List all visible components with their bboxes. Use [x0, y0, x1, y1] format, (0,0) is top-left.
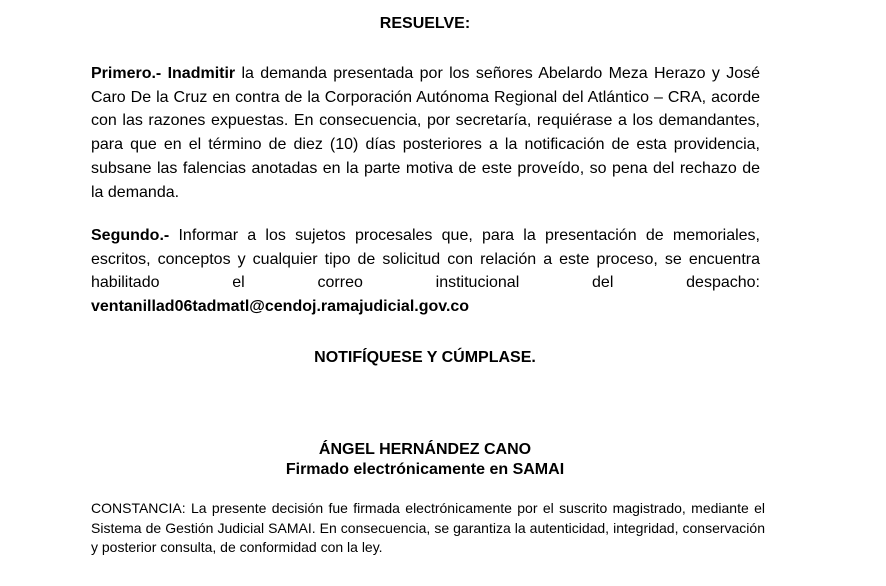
segundo-text: Informar a los sujetos procesales que, para la presentación de memoriales, escritos, conceptos y cualquier tipo de solicitud con relación a este proceso, se encuentra habilitado el correo institucional del despacho: [91, 227, 761, 292]
primero-label: Primero.- [91, 65, 162, 82]
segundo-label: Segundo.- [91, 227, 170, 244]
signature-block [0, 440, 850, 480]
primero-paragraph [91, 62, 760, 204]
signer-name: ÁNGEL HERNÁNDEZ CANO [318, 441, 532, 458]
constancia-note: CONSTANCIA: La presente decisión fue firmada electrónicamente por el suscrito magistrado, mediante el Sistema de Gestión Judicial SAMAI. En consecuencia, se garantiza la autenticidad, integridad, conservación y posterior consulta, de conformidad con la ley. [91, 500, 765, 555]
primero-text: la demanda presentada por los señores Abelardo Meza Herazo y José Caro De la Cruz en contra de la Corporación Autónoma Regional del Atlántico – CRA, acorde con las razones expuestas. En consecuencia, por secretaría, requiérase a los demandantes, para que en el término de diez (10) días posteriores a la notificación de esta providencia, subsane las falencias anotadas en la parte motiva de este proveído, so pena del rechazo de la demanda. [91, 65, 761, 201]
primero-action: Inadmitir [167, 65, 236, 82]
dispatch-email: ventanillad06tadmatl@cendoj.ramajudicial.gov.co [91, 298, 470, 316]
segundo-paragraph [91, 224, 760, 319]
closing-statement: NOTIFÍQUESE Y CÚMPLASE. [314, 349, 536, 366]
signature-method: Firmado electrónicamente en SAMAI [285, 461, 565, 478]
resolve-heading: RESUELVE: [379, 15, 471, 32]
